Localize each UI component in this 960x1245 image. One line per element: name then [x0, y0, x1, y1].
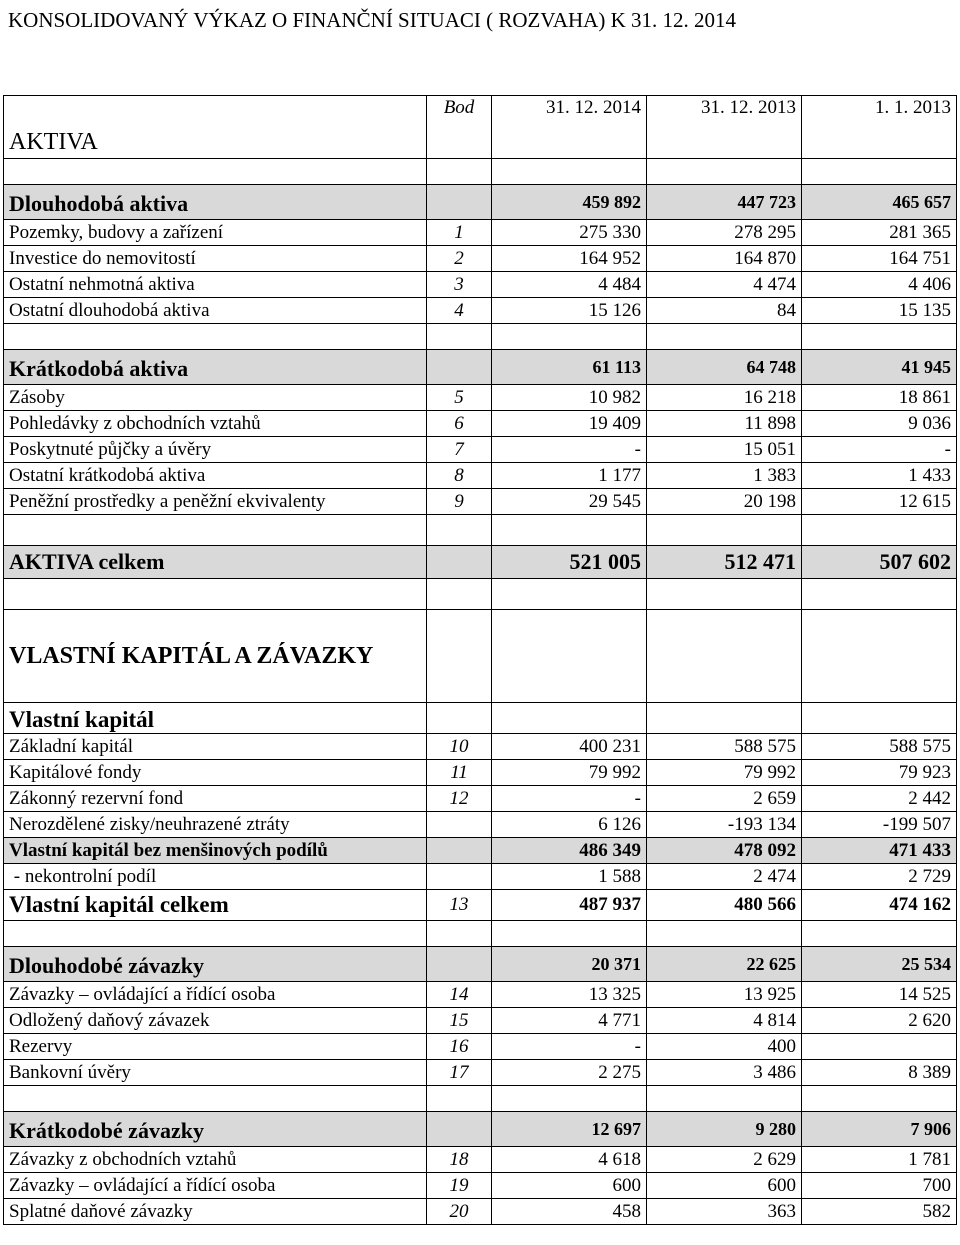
value-2014: 12 697	[492, 1112, 647, 1147]
value-2013-open: 79 923	[802, 760, 957, 786]
table-row	[4, 982, 957, 1008]
value-2014: -	[492, 437, 647, 463]
value-2014: 2 275	[492, 1060, 647, 1086]
value-2013: 478 092	[647, 838, 802, 864]
spacer-row	[4, 515, 957, 546]
value-2013: 15 051	[647, 437, 802, 463]
row-label: Splatné daňové závazky	[4, 1199, 427, 1225]
row-label: Investice do nemovitostí	[4, 246, 427, 272]
row-label: Peněžní prostředky a peněžní ekvivalenty	[4, 489, 427, 515]
value-2013-open: 7 906	[802, 1112, 957, 1147]
value-2013-open: 474 162	[802, 890, 957, 921]
total-assets-label: AKTIVA celkem	[4, 546, 427, 579]
note-column-header: Bod	[427, 96, 492, 159]
col-header-2013: 31. 12. 2013	[647, 96, 802, 159]
value-2013: 2 659	[647, 786, 802, 812]
minority-interest-row	[4, 864, 957, 890]
table-row	[4, 812, 957, 838]
row-label: Kapitálové fondy	[4, 760, 427, 786]
value-2013-open: 15 135	[802, 298, 957, 324]
spacer-row	[4, 324, 957, 350]
aktiva-heading: AKTIVA	[4, 96, 427, 159]
page-title: KONSOLIDOVANÝ VÝKAZ O FINANČNÍ SITUACI ( ROZVAHA) K 31. 12. 2014	[8, 8, 736, 32]
table-row	[4, 734, 957, 760]
row-note: 11	[427, 760, 492, 786]
value-2013: 64 748	[647, 350, 802, 385]
value-2013-open: 2 620	[802, 1008, 957, 1034]
row-label: Poskytnuté půjčky a úvěry	[4, 437, 427, 463]
value-2013-open: 14 525	[802, 982, 957, 1008]
spacer-row	[4, 921, 957, 947]
value-2013: 9 280	[647, 1112, 802, 1147]
row-note: 18	[427, 1147, 492, 1173]
table-row	[4, 246, 957, 272]
table-row	[4, 1034, 957, 1060]
row-label: Nerozdělené zisky/neuhrazené ztráty	[4, 812, 427, 838]
value-2013-open: 471 433	[802, 838, 957, 864]
table-row	[4, 1147, 957, 1173]
row-note: 14	[427, 982, 492, 1008]
row-note: 3	[427, 272, 492, 298]
spacer-row	[4, 1086, 957, 1112]
row-note: 9	[427, 489, 492, 515]
row-label: Ostatní dlouhodobá aktiva	[4, 298, 427, 324]
table-row	[4, 760, 957, 786]
value-2013: 600	[647, 1173, 802, 1199]
row-note: 6	[427, 411, 492, 437]
spacer-row	[4, 579, 957, 610]
value-2014: 4 484	[492, 272, 647, 298]
value-2013-open: 2 729	[802, 864, 957, 890]
row-note: 15	[427, 1008, 492, 1034]
row-note: 13	[427, 890, 492, 921]
row-note: 7	[427, 437, 492, 463]
row-label: Závazky – ovládající a řídící osoba	[4, 982, 427, 1008]
row-note: 16	[427, 1034, 492, 1060]
value-2014: 487 937	[492, 890, 647, 921]
value-2013-open: -	[802, 437, 957, 463]
value-2013: 4 814	[647, 1008, 802, 1034]
row-label: Ostatní nehmotná aktiva	[4, 272, 427, 298]
row-note: 12	[427, 786, 492, 812]
row-note: 5	[427, 385, 492, 411]
equity-heading: Vlastní kapitál	[4, 703, 427, 734]
total-assets-row	[4, 546, 957, 579]
row-label: Zásoby	[4, 385, 427, 411]
row-note: 1	[427, 220, 492, 246]
value-2013: 11 898	[647, 411, 802, 437]
value-2013-open: 582	[802, 1199, 957, 1225]
value-2013: 164 870	[647, 246, 802, 272]
col-header-2014: 31. 12. 2014	[492, 96, 647, 159]
section-label: Dlouhodobá aktiva	[4, 185, 427, 220]
value-2013: 400	[647, 1034, 802, 1060]
table-row	[4, 1060, 957, 1086]
row-note: 8	[427, 463, 492, 489]
value-2013-open: 4 406	[802, 272, 957, 298]
value-2014: 29 545	[492, 489, 647, 515]
value-2013: 22 625	[647, 947, 802, 982]
row-note: 2	[427, 246, 492, 272]
row-label: Závazky z obchodních vztahů	[4, 1147, 427, 1173]
section-row-long-term-assets	[4, 185, 957, 220]
section-row-long-term-liabilities	[4, 947, 957, 982]
value-2013-open: 465 657	[802, 185, 957, 220]
table-row	[4, 385, 957, 411]
value-2014: 164 952	[492, 246, 647, 272]
table-row	[4, 1199, 957, 1225]
value-2014: 15 126	[492, 298, 647, 324]
row-note: 10	[427, 734, 492, 760]
value-2014: -	[492, 1034, 647, 1060]
row-label: Ostatní krátkodobá aktiva	[4, 463, 427, 489]
value-2013-open: 9 036	[802, 411, 957, 437]
row-note	[427, 812, 492, 838]
value-2014: 20 371	[492, 947, 647, 982]
equity-heading-row	[4, 703, 957, 734]
value-2013: 363	[647, 1199, 802, 1225]
value-2013-open: 1 781	[802, 1147, 957, 1173]
section-label: Krátkodobá aktiva	[4, 350, 427, 385]
value-2013: 79 992	[647, 760, 802, 786]
value-2013: 84	[647, 298, 802, 324]
table-row	[4, 411, 957, 437]
value-2013-open: 12 615	[802, 489, 957, 515]
row-label: Vlastní kapitál celkem	[4, 890, 427, 921]
value-2014: 600	[492, 1173, 647, 1199]
value-2013: 480 566	[647, 890, 802, 921]
table-row	[4, 463, 957, 489]
table-row	[4, 489, 957, 515]
row-note: 17	[427, 1060, 492, 1086]
value-2013-open: -199 507	[802, 812, 957, 838]
value-2014: 19 409	[492, 411, 647, 437]
value-2014: 400 231	[492, 734, 647, 760]
row-label: Závazky – ovládající a řídící osoba	[4, 1173, 427, 1199]
value-2014: 275 330	[492, 220, 647, 246]
value-2014: 4 771	[492, 1008, 647, 1034]
equity-total-row	[4, 890, 957, 921]
value-2013-open	[802, 1034, 957, 1060]
value-2014: 486 349	[492, 838, 647, 864]
table-row	[4, 272, 957, 298]
value-2013: 2 474	[647, 864, 802, 890]
equity-liabilities-heading: VLASTNÍ KAPITÁL A ZÁVAZKY	[4, 610, 427, 703]
section-label: Krátkodobé závazky	[4, 1112, 427, 1147]
row-label: Bankovní úvěry	[4, 1060, 427, 1086]
value-2013-open: 8 389	[802, 1060, 957, 1086]
value-2014: 61 113	[492, 350, 647, 385]
section-row-short-term-assets	[4, 350, 957, 385]
col-header-2013-open: 1. 1. 2013	[802, 96, 957, 159]
row-label: Základní kapitál	[4, 734, 427, 760]
value-2014: 521 005	[492, 546, 647, 579]
value-2013-open: 507 602	[802, 546, 957, 579]
value-2013: -193 134	[647, 812, 802, 838]
section-row-short-term-liabilities	[4, 1112, 957, 1147]
row-label: Odložený daňový závazek	[4, 1008, 427, 1034]
row-note: 20	[427, 1199, 492, 1225]
header-row	[4, 96, 957, 159]
value-2014: 79 992	[492, 760, 647, 786]
row-label: Rezervy	[4, 1034, 427, 1060]
row-label: Pozemky, budovy a zařízení	[4, 220, 427, 246]
table-row	[4, 220, 957, 246]
value-2014: 10 982	[492, 385, 647, 411]
table-row	[4, 786, 957, 812]
value-2014: 1 177	[492, 463, 647, 489]
value-2013-open: 281 365	[802, 220, 957, 246]
value-2014: 6 126	[492, 812, 647, 838]
value-2014: 459 892	[492, 185, 647, 220]
value-2013: 13 925	[647, 982, 802, 1008]
value-2013: 3 486	[647, 1060, 802, 1086]
equity-liabilities-heading-row	[4, 610, 957, 703]
value-2014: 13 325	[492, 982, 647, 1008]
row-label: Zákonný rezervní fond	[4, 786, 427, 812]
value-2013-open: 41 945	[802, 350, 957, 385]
table-row	[4, 437, 957, 463]
row-label: Pohledávky z obchodních vztahů	[4, 411, 427, 437]
value-2014: 458	[492, 1199, 647, 1225]
value-2013: 588 575	[647, 734, 802, 760]
table-row	[4, 1008, 957, 1034]
value-2013-open: 164 751	[802, 246, 957, 272]
value-2013-open: 2 442	[802, 786, 957, 812]
value-2013-open: 18 861	[802, 385, 957, 411]
value-2013: 278 295	[647, 220, 802, 246]
spacer-row	[4, 159, 957, 185]
value-2013: 512 471	[647, 546, 802, 579]
value-2013-open: 588 575	[802, 734, 957, 760]
value-2013: 20 198	[647, 489, 802, 515]
value-2013-open: 1 433	[802, 463, 957, 489]
value-2013: 1 383	[647, 463, 802, 489]
value-2014: -	[492, 786, 647, 812]
value-2013-open: 25 534	[802, 947, 957, 982]
equity-excl-minority-row	[4, 838, 957, 864]
value-2014: 4 618	[492, 1147, 647, 1173]
value-2014: 1 588	[492, 864, 647, 890]
balance-sheet-table	[3, 95, 957, 1225]
value-2013: 2 629	[647, 1147, 802, 1173]
value-2013: 16 218	[647, 385, 802, 411]
section-label: Dlouhodobé závazky	[4, 947, 427, 982]
value-2013: 447 723	[647, 185, 802, 220]
value-2013-open: 700	[802, 1173, 957, 1199]
row-label: Vlastní kapitál bez menšinových podílů	[4, 838, 427, 864]
table-row	[4, 1173, 957, 1199]
row-label: - nekontrolní podíl	[4, 864, 427, 890]
table-row	[4, 298, 957, 324]
row-note: 19	[427, 1173, 492, 1199]
value-2013: 4 474	[647, 272, 802, 298]
row-note: 4	[427, 298, 492, 324]
